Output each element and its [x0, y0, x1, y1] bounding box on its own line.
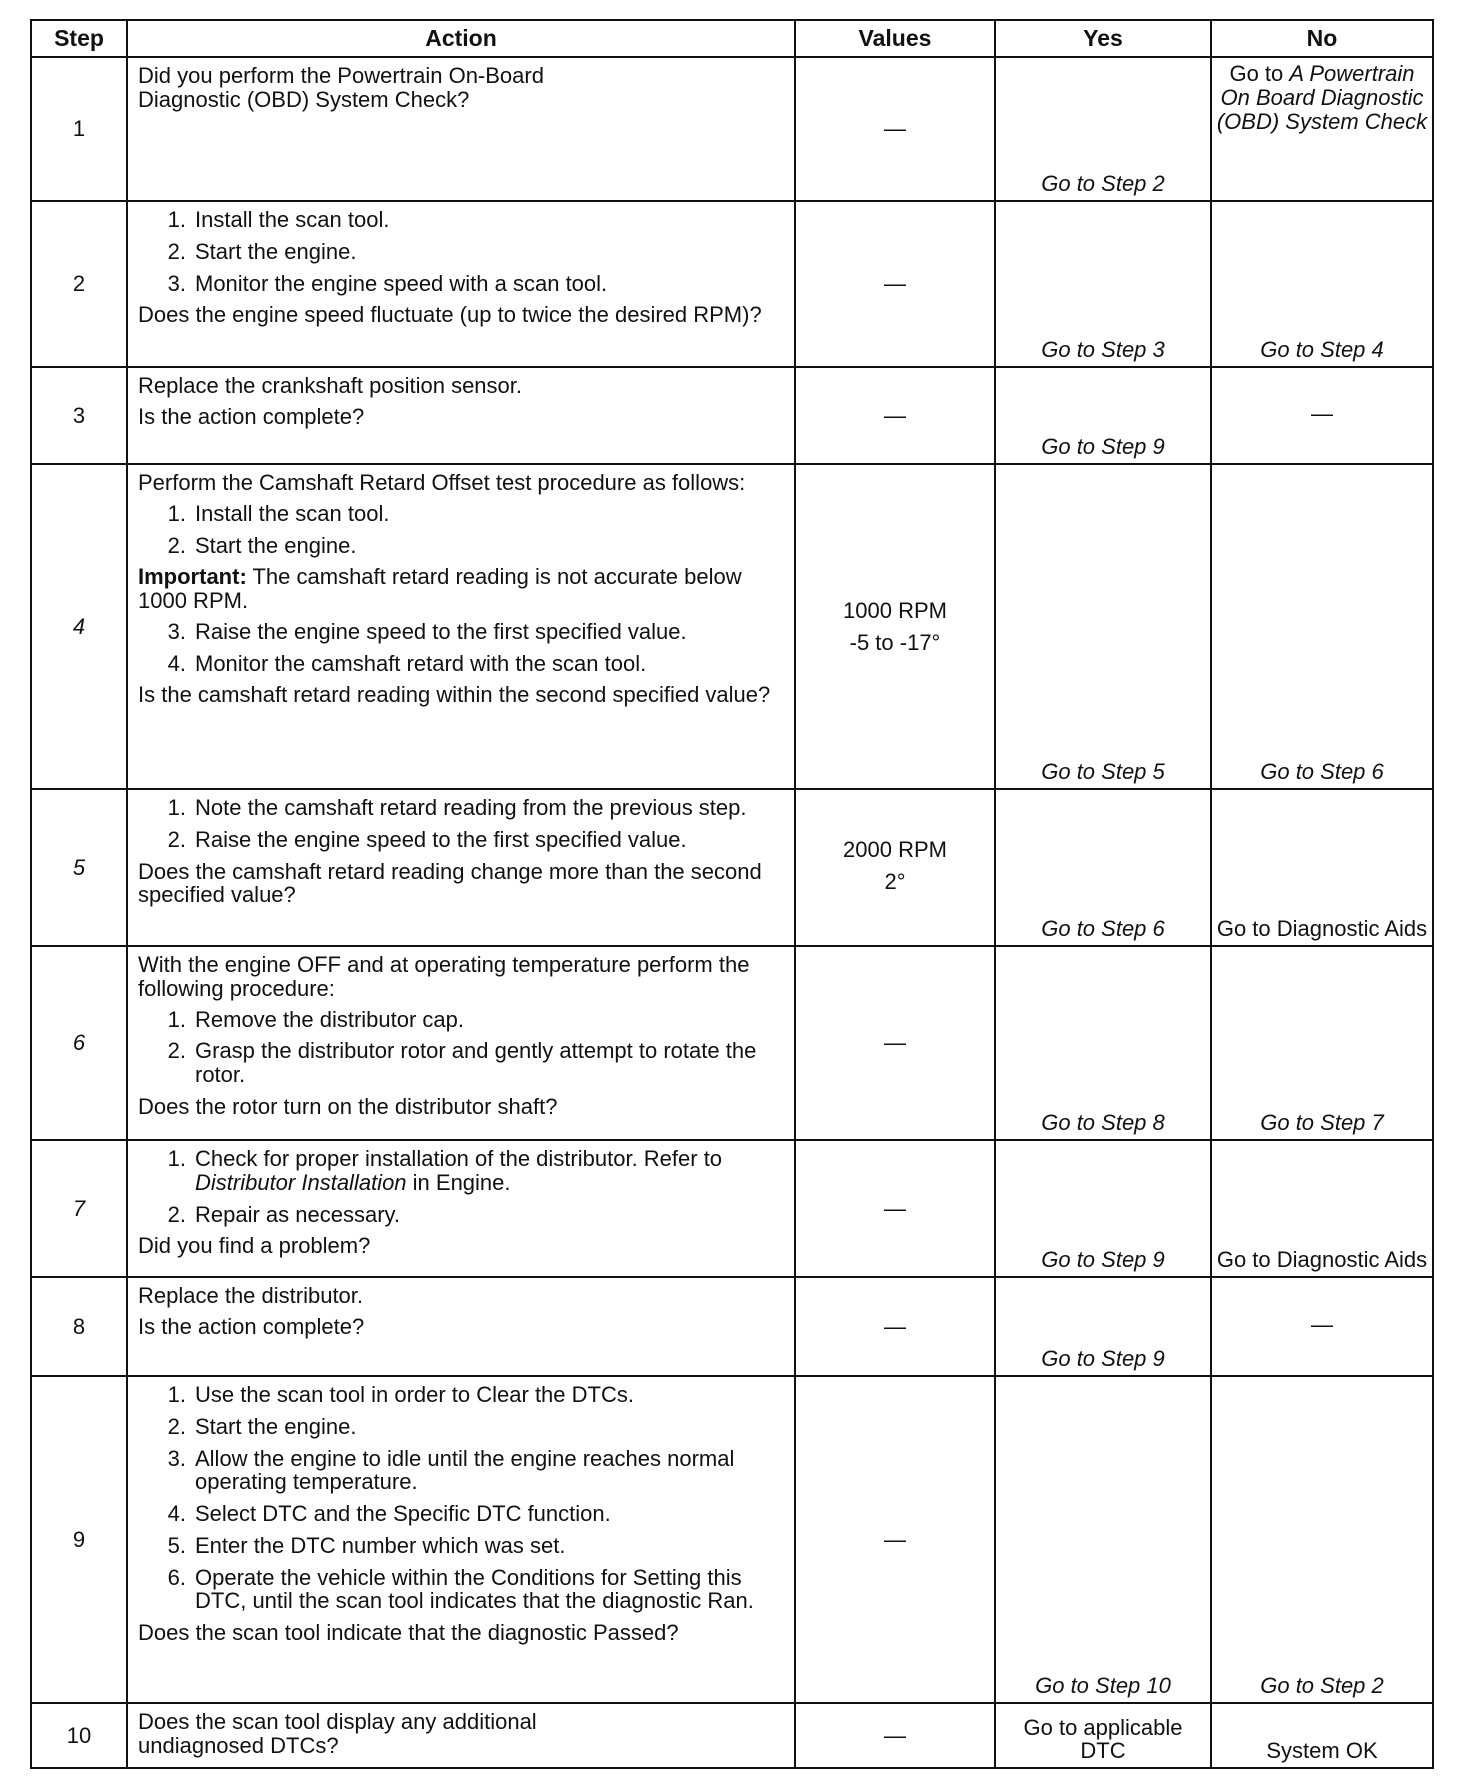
yes-cell: Go to Step 10 [995, 1376, 1211, 1703]
question: Did you find a problem? [138, 1233, 371, 1259]
important-text: The camshaft retard reading is not accurate below 1000 RPM. [138, 564, 742, 613]
action-cell [127, 1140, 795, 1277]
item-text: Start the engine. [195, 532, 357, 558]
step-number: 7 [31, 1140, 127, 1277]
no-cell: Go to Diagnostic Aids [1211, 1140, 1433, 1277]
value-line: 1000 RPM [843, 597, 947, 623]
item-number: 1. [167, 795, 186, 820]
item-text: Monitor the camshaft retard with the scan tool. [195, 650, 647, 676]
item-number: 2. [167, 238, 186, 264]
question: Does the scan tool indicate that the diagnostic Passed? [138, 1620, 679, 1645]
procedure-list [138, 620, 786, 676]
item-number: 1. [167, 1382, 186, 1407]
item-number: 5. [167, 1532, 186, 1558]
question: Is the action complete? [138, 1313, 365, 1339]
no-prefix: Go to [1229, 61, 1290, 86]
list-item [138, 1502, 786, 1526]
item-number: 1. [167, 1006, 186, 1032]
item-text: Check for proper installation of the distributor. Refer to [195, 1146, 723, 1171]
item-number: 2. [167, 826, 186, 852]
yes-cell: Go to Step 9 [995, 1277, 1211, 1376]
table-row [31, 1376, 1433, 1703]
question: Does the camshaft retard reading change more than the second specified value? [138, 858, 762, 908]
action-line: Diagnostic (OBD) System Check? [138, 86, 470, 112]
action-cell [127, 1376, 795, 1703]
item-number: 2. [167, 1413, 186, 1439]
values-cell: — [795, 1703, 995, 1768]
list-item [138, 1566, 786, 1614]
procedure-list [138, 502, 786, 558]
values-cell: — [795, 1376, 995, 1703]
action-line: Did you perform the Powertrain On-Board [138, 63, 544, 88]
item-number: 3. [167, 270, 186, 296]
procedure-list [138, 796, 786, 852]
values-cell: — [795, 201, 995, 367]
no-cell: — [1211, 1277, 1433, 1376]
action-line: undiagnosed DTCs? [138, 1732, 339, 1758]
question: Is the camshaft retard reading within the second specified value? [138, 682, 771, 708]
item-text: Repair as necessary. [195, 1201, 401, 1227]
item-number: 2. [167, 1201, 186, 1227]
no-cell: Go to Step 2 [1211, 1376, 1433, 1703]
no-cell [1211, 57, 1433, 201]
list-item [138, 828, 786, 852]
step-number: 2 [31, 201, 127, 367]
list-item [138, 796, 786, 820]
no-reference: A Powertrain On Board Diagnostic (OBD) System Check [1216, 61, 1428, 134]
important-note [138, 565, 786, 613]
step-number: 6 [31, 946, 127, 1140]
list-item [138, 1447, 786, 1495]
item-number: 4. [167, 1501, 186, 1526]
action-cell [127, 201, 795, 367]
step-number: 4 [31, 464, 127, 789]
no-cell: — [1211, 367, 1433, 464]
table-row [31, 1703, 1433, 1768]
manual-reference: Distributor Installation [195, 1169, 407, 1195]
action-cell [127, 57, 795, 201]
header-no: No [1211, 20, 1433, 57]
list-item [138, 240, 786, 264]
item-text: Remove the distributor cap. [195, 1006, 465, 1032]
action-line: Replace the distributor. [138, 1283, 364, 1308]
list-item [138, 620, 786, 644]
values-cell [795, 464, 995, 789]
item-text: in Engine. [406, 1169, 511, 1195]
item-text: Operate the vehicle within the Conditions for Setting this DTC, until the scan tool indicates that the diagnostic Ran. [195, 1564, 754, 1614]
list-item [138, 652, 786, 676]
item-number: 1. [167, 207, 186, 232]
value-line: 2000 RPM [843, 837, 947, 862]
table-row [31, 57, 1433, 201]
list-item [138, 1534, 786, 1558]
header-step: Step [31, 20, 127, 57]
item-text: Install the scan tool. [195, 207, 390, 232]
header-row [31, 20, 1433, 57]
item-number: 4. [167, 650, 186, 676]
item-text: Raise the engine speed to the first specified value. [195, 826, 687, 852]
question: Does the rotor turn on the distributor shaft? [138, 1093, 558, 1119]
header-values: Values [795, 20, 995, 57]
step-number: 5 [31, 789, 127, 946]
values-cell: — [795, 1277, 995, 1376]
step-number: 8 [31, 1277, 127, 1376]
question: Is the action complete? [138, 403, 365, 429]
no-cell: Go to Step 7 [1211, 946, 1433, 1140]
values-cell: — [795, 57, 995, 201]
list-item [138, 272, 786, 296]
value-line: -5 to -17° [849, 629, 941, 655]
item-text: Start the engine. [195, 238, 357, 264]
item-text: Monitor the engine speed with a scan tool. [195, 270, 608, 296]
item-text: Enter the DTC number which was set. [195, 1532, 566, 1558]
yes-cell: Go to Step 5 [995, 464, 1211, 789]
yes-cell: Go to applicable DTC [995, 1703, 1211, 1768]
item-number: 6. [167, 1564, 186, 1590]
action-cell [127, 1277, 795, 1376]
header-yes: Yes [995, 20, 1211, 57]
list-item [138, 208, 786, 232]
list-item [138, 1039, 786, 1087]
yes-cell: Go to Step 9 [995, 367, 1211, 464]
item-text: Use the scan tool in order to Clear the DTCs. [195, 1382, 634, 1407]
item-text: Start the engine. [195, 1413, 357, 1439]
item-text: Note the camshaft retard reading from the previous step. [195, 795, 747, 820]
header-action: Action [127, 20, 795, 57]
action-line: Replace the crankshaft position sensor. [138, 373, 523, 398]
values-cell: — [795, 1140, 995, 1277]
list-item [138, 1415, 786, 1439]
procedure-list [138, 1008, 786, 1087]
item-text: Raise the engine speed to the first specified value. [195, 618, 687, 644]
item-number: 2. [167, 1038, 186, 1064]
no-cell: Go to Step 4 [1211, 201, 1433, 367]
procedure-list [138, 1383, 786, 1613]
yes-cell: Go to Step 9 [995, 1140, 1211, 1277]
action-line: Does the scan tool display any additional [138, 1709, 537, 1734]
item-number: 1. [167, 1146, 186, 1171]
item-number: 3. [167, 1445, 186, 1471]
list-item [138, 1008, 786, 1032]
important-label: Important: [138, 564, 247, 590]
no-cell: Go to Diagnostic Aids [1211, 789, 1433, 946]
action-cell [127, 367, 795, 464]
step-number: 10 [31, 1703, 127, 1768]
action-cell [127, 946, 795, 1140]
list-item [138, 1147, 786, 1195]
list-item [138, 1203, 786, 1227]
item-text: Install the scan tool. [195, 500, 390, 526]
procedure-list [138, 208, 786, 295]
list-item [138, 1383, 786, 1407]
no-cell: System OK [1211, 1703, 1433, 1768]
values-cell: — [795, 367, 995, 464]
intro-text: Perform the Camshaft Retard Offset test procedure as follows: [138, 470, 746, 495]
step-number: 9 [31, 1376, 127, 1703]
action-cell [127, 1703, 795, 1768]
list-item [138, 502, 786, 526]
table-row [31, 367, 1433, 464]
value-line: 2° [884, 868, 906, 894]
action-cell [127, 464, 795, 789]
yes-cell: Go to Step 2 [995, 57, 1211, 201]
table-row [31, 1140, 1433, 1277]
table-row [31, 1277, 1433, 1376]
table-row [31, 464, 1433, 789]
item-text: Allow the engine to idle until the engine reaches normal operating temperature. [195, 1445, 735, 1495]
item-text: Select DTC and the Specific DTC function. [195, 1501, 611, 1526]
table-row [31, 946, 1433, 1140]
intro-text: With the engine OFF and at operating temperature perform the following procedure: [138, 952, 750, 1001]
action-cell [127, 789, 795, 946]
no-cell: Go to Step 6 [1211, 464, 1433, 789]
table-row [31, 201, 1433, 367]
table-row [31, 789, 1433, 946]
item-number: 3. [167, 618, 186, 644]
diagnostic-table [30, 19, 1434, 1769]
item-text: Grasp the distributor rotor and gently attempt to rotate the rotor. [195, 1038, 757, 1087]
step-number: 1 [31, 57, 127, 201]
list-item [138, 534, 786, 558]
yes-cell: Go to Step 6 [995, 789, 1211, 946]
procedure-list [138, 1147, 786, 1226]
values-cell [795, 789, 995, 946]
question: Does the engine speed fluctuate (up to twice the desired RPM)? [138, 302, 762, 328]
step-number: 3 [31, 367, 127, 464]
item-number: 1. [167, 500, 186, 526]
yes-cell: Go to Step 8 [995, 946, 1211, 1140]
values-cell: — [795, 946, 995, 1140]
yes-cell: Go to Step 3 [995, 201, 1211, 367]
item-number: 2. [167, 532, 186, 558]
